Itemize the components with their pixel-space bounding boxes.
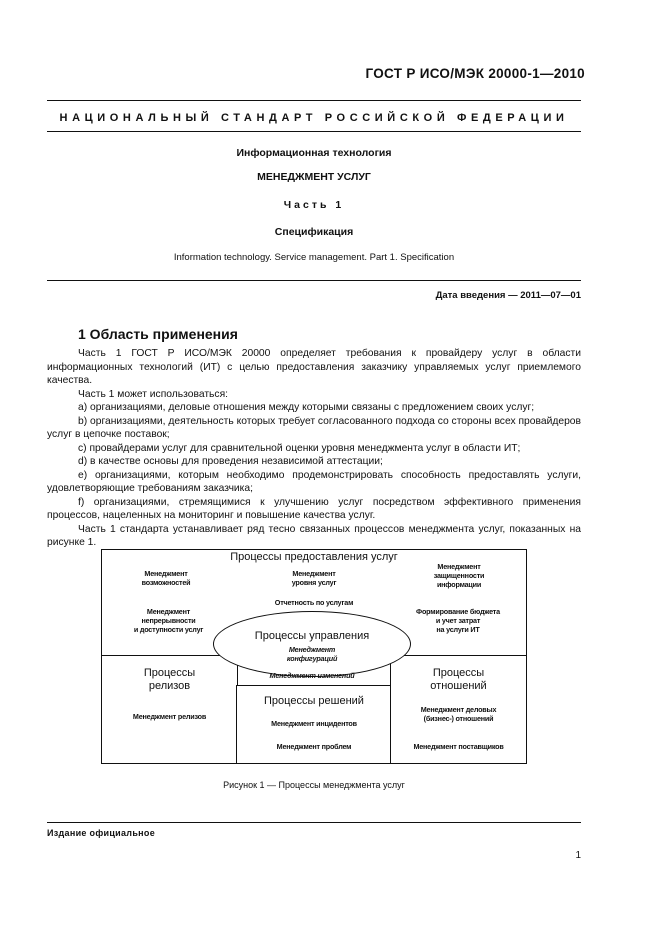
delivery-title: Процессы предоставления услуг xyxy=(230,551,398,563)
paragraph: d) в качестве основы для проведения независимой аттестации; xyxy=(78,456,383,467)
page-number: 1 xyxy=(575,850,581,861)
release-management-label: Менеджмент релизов xyxy=(132,712,207,721)
paragraph: c) провайдерами услуг для сравнительной оценки уровня менеджмента услуг в области ИТ; xyxy=(78,442,521,454)
budgeting-label: Формирование бюджета и учет затрат на услуги ИТ xyxy=(416,607,500,634)
supplier-label: Менеджмент поставщиков xyxy=(413,742,504,751)
section-body xyxy=(47,347,581,550)
capacity-label: Менеджмент возможностей xyxy=(141,569,191,587)
control-ellipse xyxy=(213,611,411,677)
national-standard-heading: НАЦИОНАЛЬНЫЙ СТАНДАРТ РОССИЙСКОЙ ФЕДЕРАЦИИ xyxy=(59,112,569,124)
title-specification: Спецификация xyxy=(274,226,354,238)
title-english: Information technology. Service management. Part 1. Specification xyxy=(173,252,455,263)
figure-caption: Рисунок 1 — Процессы менеджмента услуг xyxy=(223,780,405,790)
paragraph: f) организациями, стремящимися к улучшению услуг посредством эффективного применения процессов, нацеленных на мониторинг и повышение качества услуг. xyxy=(47,496,581,521)
configuration-label: Менеджмент конфигураций xyxy=(286,645,338,663)
title-part: Часть 1 xyxy=(283,199,345,211)
edition-note: Издание официальное xyxy=(47,828,156,838)
incident-label: Менеджмент инцидентов xyxy=(271,719,357,728)
release-title: Процессы релизов xyxy=(143,667,196,692)
footer-rule xyxy=(47,822,581,823)
paragraph: b) организациями, деятельность которых требует согласованного подхода со стороны всех провайдеров услуг в цепочке поставок; xyxy=(47,415,581,440)
paragraph: e) организациями, которым необходимо продемонстрировать способность предоставлять услуги, удовлетворяющие требованиям заказчика; xyxy=(47,469,581,494)
control-title: Процессы управления xyxy=(254,630,370,642)
paragraph: Часть 1 может использоваться: xyxy=(78,388,229,400)
reporting-label: Отчетность по услугам xyxy=(274,598,354,607)
paragraph: Часть 1 стандарта устанавливает ряд тесно связанных процессов менеджмента услуг, показанных на рисунке 1. xyxy=(47,523,581,548)
section-title: 1 Область применения xyxy=(78,326,238,342)
relationship-title: Процессы отношений xyxy=(430,667,487,692)
title-it: Информационная технология xyxy=(236,147,392,159)
title-rule xyxy=(47,280,581,281)
service-processes-diagram xyxy=(101,549,527,764)
problem-label: Менеджмент проблем xyxy=(276,742,352,751)
paragraph: Часть 1 ГОСТ Р ИСО/МЭК 20000 определяет требования к провайдеру услуг в области информационных технологий (ИТ) с целью предоставления заказчику управляемых услуг приемлемого качества. xyxy=(47,348,581,386)
resolution-title: Процессы решений xyxy=(264,695,364,707)
security-label: Менеджмент защищенности информации xyxy=(433,562,485,589)
introduction-date: Дата введения — 2011—07—01 xyxy=(435,290,581,301)
business-relationship-label: Менеджмент деловых (бизнес-) отношений xyxy=(420,705,497,723)
header-rule-bottom xyxy=(47,131,581,132)
service-level-label: Менеджмент уровня услуг xyxy=(291,569,337,587)
continuity-label: Менеджмент непрерывности и доступности услуг xyxy=(133,607,204,634)
standard-number: ГОСТ Р ИСО/МЭК 20000-1—2010 xyxy=(365,66,585,81)
title-service-management: МЕНЕДЖМЕНТ УСЛУГ xyxy=(257,171,371,183)
change-label: Менеджмент изменений xyxy=(269,671,355,680)
paragraph: a) организациями, деловые отношения между которыми связаны с предложением своих услуг; xyxy=(78,402,535,413)
header-rule xyxy=(47,100,581,101)
